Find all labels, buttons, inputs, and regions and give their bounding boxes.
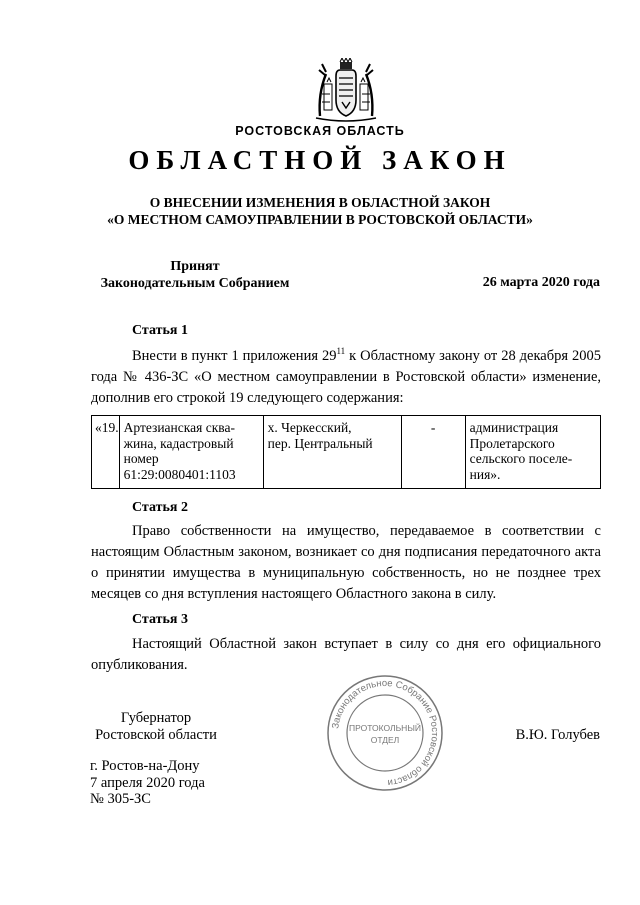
document-footer [90, 758, 205, 808]
region-heading: РОСТОВСКАЯ ОБЛАСТЬ [235, 124, 405, 138]
amendment-table [91, 415, 601, 489]
article-2-heading: Статья 2 [132, 500, 188, 515]
location-line: пер. Центральный [267, 435, 373, 451]
recipient-line: администрация [469, 420, 559, 435]
table-cell-location [263, 416, 401, 489]
adoption-line-1: Принят [170, 259, 220, 274]
signatory-name: В.Ю. Голубев [515, 727, 600, 743]
table-cell-number: «19. [92, 416, 120, 489]
table-row [92, 416, 601, 489]
article-1-text-end: к Областному закону от 28 декабря 2005 года № 436-ЗС «О местном самоуправлении в Ростовской области» изменение, дополнив его строкой 19 следующего содержания: [91, 348, 601, 406]
article-1-heading: Статья 1 [132, 323, 188, 338]
signatory-title-line-2: Ростовской области [95, 727, 217, 743]
recipient-line: Пролетарского [469, 435, 555, 451]
signatory-title-line-1: Губернатор [120, 710, 192, 726]
article-1-superscript: 11 [336, 346, 346, 357]
article-3-text: Настоящий Областной закон вступает в силу со дня его официального опубликования. [91, 636, 601, 673]
adoption-date: 26 марта 2020 года [482, 275, 600, 290]
recipient-line: сельского поселе- [469, 451, 573, 466]
table-cell-recipient [465, 416, 600, 489]
footer-place: г. Ростов-на-Дону [90, 758, 200, 774]
object-line: жина, кадастровый [123, 435, 234, 451]
object-line: 61:29:0080401:1103 [123, 466, 236, 482]
stamp-ring-textpath: Законодательное Собрание Ростовской области [330, 677, 441, 788]
stamp-center-line-1: ПРОТОКОЛЬНЫЙ [349, 723, 421, 733]
table-cell-object [119, 416, 263, 489]
location-line: х. Черкесский, [267, 420, 352, 435]
object-line: Артезианская сква- [123, 420, 235, 435]
article-2-text: Право собственности на имущество, передаваемое в соответствии с настоящим Областным законом, возникает со дня подписания передаточного акта о принятии имущества в муниципальную собственность, но не позднее трех месяцев со дня вступления настоящего Областного закона в силу. [91, 523, 601, 602]
stamp-center-line-2: ОТДЕЛ [370, 735, 400, 745]
article-1-text-start: Внести в пункт 1 приложения 29 [132, 348, 337, 364]
adoption-block [90, 258, 300, 292]
table-cell-dash: - [401, 416, 465, 489]
document-type-heading: ОБЛАСТНОЙ ЗАКОН [128, 145, 512, 175]
signatory-title [90, 710, 222, 744]
law-title-line-1: О ВНЕСЕНИИ ИЗМЕНЕНИЯ В ОБЛАСТНОЙ ЗАКОН [149, 195, 491, 210]
footer-date: 7 апреля 2020 года [90, 774, 205, 791]
article-3-heading: Статья 3 [132, 612, 188, 627]
official-stamp [325, 673, 445, 793]
law-title [0, 194, 640, 228]
adoption-line-2: Законодательным Собранием [100, 276, 290, 291]
object-line: номер [123, 451, 159, 466]
coat-of-arms-emblem [310, 58, 382, 122]
recipient-line: ния». [469, 466, 501, 482]
law-title-line-2: «О МЕСТНОМ САМОУПРАВЛЕНИИ В РОСТОВСКОЙ ОБЛАСТИ» [107, 212, 533, 227]
footer-number: № 305-ЗС [90, 791, 151, 807]
article-1-text [91, 346, 601, 409]
